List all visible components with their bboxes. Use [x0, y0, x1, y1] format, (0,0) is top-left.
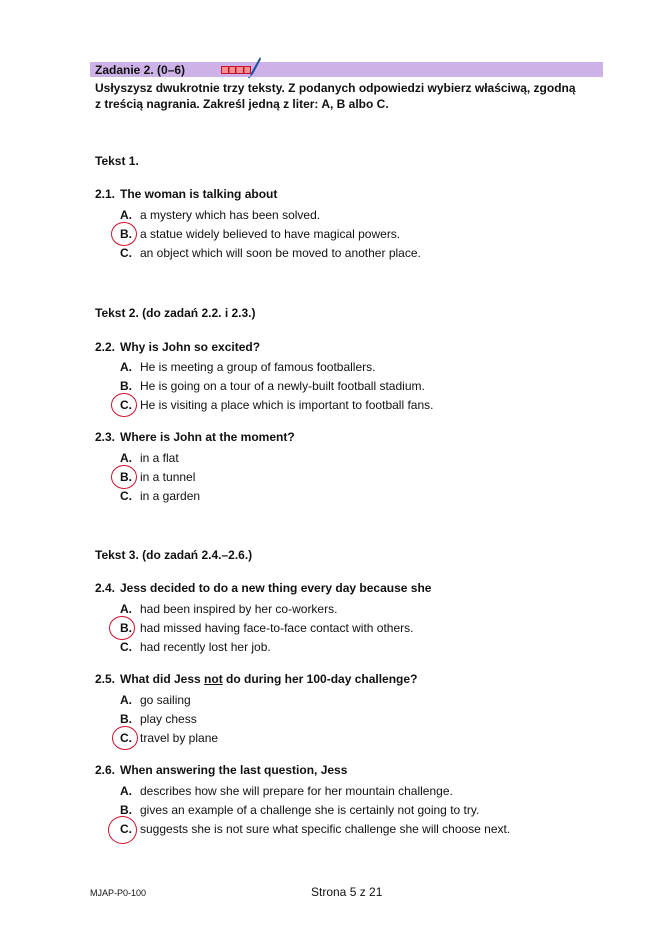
option-letter: B. [120, 803, 132, 817]
question-number: 2.6. [95, 763, 116, 777]
option-2-3-a[interactable] [120, 451, 179, 465]
option-2-6-a[interactable] [120, 784, 453, 798]
question-text: Jess decided to do a new thing every day because she [120, 581, 432, 595]
option-letter: B. [120, 227, 132, 241]
option-letter: B. [120, 379, 132, 393]
question-text: The woman is talking about [120, 187, 278, 201]
question-number: 2.3. [95, 430, 116, 444]
answer-circle [112, 726, 138, 750]
option-letter: A. [120, 602, 132, 616]
option-text: a statue widely believed to have magical powers. [140, 227, 401, 241]
option-text: travel by plane [140, 731, 219, 745]
option-2-1-b[interactable] [120, 227, 400, 241]
option-text: play chess [140, 712, 197, 726]
option-text: go sailing [140, 693, 191, 707]
page-number: Strona 5 z 21 [311, 885, 383, 899]
option-2-5-b[interactable] [120, 712, 197, 726]
question-2-5 [95, 672, 417, 686]
question-text-after: do during her 100-day challenge? [222, 672, 418, 686]
option-2-2-a[interactable] [120, 360, 375, 374]
option-text: gives an example of a challenge she is certainly not going to try. [140, 803, 480, 817]
option-text: He is going on a tour of a newly-built football stadium. [140, 379, 425, 393]
option-letter: C. [120, 398, 132, 412]
option-2-2-c[interactable] [120, 398, 433, 412]
option-letter: B. [120, 621, 132, 635]
option-2-6-b[interactable] [120, 803, 479, 817]
option-2-4-a[interactable] [120, 602, 337, 616]
question-2-3 [95, 430, 295, 444]
option-text: He is meeting a group of famous footballers. [140, 360, 376, 374]
option-letter: B. [120, 712, 132, 726]
question-2-1 [95, 187, 277, 201]
option-letter: A. [120, 451, 132, 465]
option-2-4-c[interactable] [120, 640, 271, 654]
instruction-line-2: z treścią nagrania. Zakreśl jedną z liter: A, B albo C. [95, 97, 389, 111]
text-3-heading: Tekst 3. (do zadań 2.4.–2.6.) [95, 548, 253, 562]
option-text: had recently lost her job. [140, 640, 271, 654]
question-number: 2.2. [95, 340, 116, 354]
option-text: in a tunnel [140, 470, 196, 484]
option-text: describes how she will prepare for her mountain challenge. [140, 784, 453, 798]
question-number: 2.4. [95, 581, 116, 595]
question-text-before: What did Jess [120, 672, 205, 686]
option-letter: A. [120, 784, 132, 798]
score-boxes [221, 66, 251, 74]
option-text: in a garden [140, 489, 201, 503]
option-letter: A. [120, 208, 132, 222]
text-2-heading: Tekst 2. (do zadań 2.2. i 2.3.) [95, 306, 256, 320]
answer-circle [111, 222, 137, 246]
answer-circle [111, 465, 137, 489]
option-letter: A. [120, 360, 132, 374]
text-1-heading: Tekst 1. [95, 154, 139, 168]
answer-circle [108, 816, 137, 844]
answer-circle [111, 393, 137, 417]
question-text-underlined: not [204, 672, 223, 686]
option-letter: C. [120, 731, 132, 745]
option-letter: C. [120, 489, 132, 503]
option-letter: B. [120, 470, 132, 484]
question-2-2 [95, 340, 260, 354]
option-letter: C. [120, 640, 132, 654]
option-2-2-b[interactable] [120, 379, 425, 393]
option-letter: C. [120, 246, 132, 260]
option-text: had missed having face-to-face contact with others. [140, 621, 414, 635]
option-2-4-b[interactable] [120, 621, 413, 635]
option-2-5-a[interactable] [120, 693, 191, 707]
question-text: When answering the last question, Jess [120, 763, 348, 777]
question-text: Where is John at the moment? [120, 430, 295, 444]
option-letter: C. [120, 822, 132, 836]
question-number: 2.5. [95, 672, 116, 686]
question-text: Why is John so excited? [120, 340, 261, 354]
answer-circle [109, 616, 135, 640]
option-text: He is visiting a place which is important to football fans. [140, 398, 434, 412]
option-letter: A. [120, 693, 132, 707]
option-text: in a flat [140, 451, 179, 465]
option-2-6-c[interactable] [120, 822, 510, 836]
option-2-1-a[interactable] [120, 208, 320, 222]
option-text: suggests she is not sure what specific challenge she will choose next. [140, 822, 511, 836]
option-text: an object which will soon be moved to another place. [140, 246, 421, 260]
question-number: 2.1. [95, 187, 116, 201]
pen-icon [248, 56, 262, 78]
option-text: a mystery which has been solved. [140, 208, 321, 222]
option-text: had been inspired by her co-workers. [140, 602, 338, 616]
question-2-4 [95, 581, 431, 595]
exam-code: MJAP-P0-100 [90, 888, 147, 898]
question-2-6 [95, 763, 347, 777]
option-2-3-c[interactable] [120, 489, 200, 503]
task-title: Zadanie 2. (0–6) [95, 63, 186, 77]
option-2-1-c[interactable] [120, 246, 421, 260]
instruction-line-1: Usłyszysz dwukrotnie trzy teksty. Z podanych odpowiedzi wybierz właściwą, zgodną [95, 81, 576, 95]
